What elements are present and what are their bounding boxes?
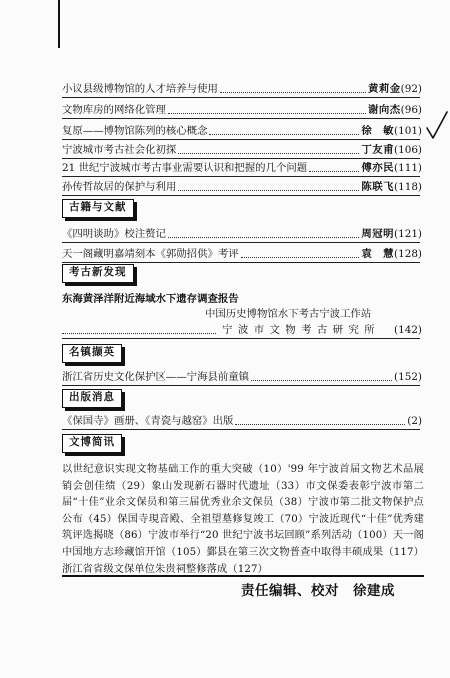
section-heading-ancient-books: 古籍与文献 bbox=[62, 199, 134, 218]
row-rule bbox=[62, 118, 420, 119]
report-title[interactable]: 东海黄泽洋附近海域水下遗存调查报告 bbox=[62, 293, 239, 305]
toc-entry-title: 宁波城市考古社会化初探 bbox=[62, 144, 177, 156]
row-rule bbox=[62, 262, 420, 263]
institution-line-2: 宁波市文物考古研究所 bbox=[222, 324, 381, 336]
toc-entry-title: 21 世纪宁波城市考古事业需要认识和把握的几个问题 bbox=[62, 162, 308, 174]
toc-entry[interactable] bbox=[62, 177, 422, 194]
toc-entry-author: 周冠明 bbox=[361, 228, 395, 240]
toc-entry[interactable] bbox=[62, 79, 422, 96]
dot-leader bbox=[309, 171, 359, 172]
dot-leader bbox=[209, 134, 359, 135]
row-rule bbox=[62, 97, 420, 98]
toc-entry-title: 《保国寺》画册、《青瓷与越窑》出版 bbox=[62, 415, 234, 427]
section-heading-famous-towns: 名镇撷英 bbox=[62, 344, 122, 363]
toc-entry[interactable] bbox=[62, 411, 422, 428]
row-rule bbox=[62, 195, 420, 196]
section-heading-briefs: 文博简讯 bbox=[62, 434, 122, 453]
dot-leader bbox=[235, 424, 405, 425]
toc-entry-page: (2) bbox=[407, 415, 422, 427]
dot-leader bbox=[178, 153, 359, 154]
toc-entry[interactable] bbox=[62, 158, 422, 175]
dot-leader bbox=[62, 333, 216, 334]
institution-line-1: 中国历史博物馆水下考古宁波工作站 bbox=[205, 308, 372, 320]
toc-entry-page: (92) bbox=[400, 83, 422, 95]
toc-entry[interactable] bbox=[62, 100, 422, 117]
toc-entry-author: 丁友甫 bbox=[361, 144, 395, 156]
toc-entry-title: 《四明谈助》校注赘记 bbox=[62, 228, 166, 240]
row-rule bbox=[62, 242, 420, 243]
row-rule bbox=[62, 385, 420, 386]
dot-leader bbox=[220, 92, 366, 93]
toc-entry-title: 复原——博物馆陈列的核心概念 bbox=[62, 125, 208, 137]
toc-entry-author: 徐 敏 bbox=[361, 125, 395, 137]
toc-entry-title: 文物库房的网络化管理 bbox=[62, 104, 166, 116]
toc-entry[interactable] bbox=[62, 244, 422, 261]
toc-entry-title: 浙江省历史文化保护区——宁海县前童镇 bbox=[62, 371, 250, 383]
section-heading-publications: 出版消息 bbox=[62, 389, 122, 408]
footer-rule bbox=[62, 575, 424, 577]
editor-credit: 责任编辑、校对 徐建成 bbox=[241, 583, 395, 599]
section-heading-new-archaeology: 考古新发现 bbox=[62, 264, 134, 283]
row-rule bbox=[62, 338, 420, 339]
toc-entry-author: 傅亦民 bbox=[361, 162, 395, 174]
briefs-paragraph: 以世纪意识实现文物基础工作的重大突破（10）'99 年宁波首届文物艺术品展销会创佳绩（29）象山发现新石器时代遗址（33）市文保委表彰宁波市第二届“十佳”业余文保员和第三届优秀业余文保员（38）宁波市第二批文物保护点公布（45）保国寺現音殿、全祖望墓修复竣工（70）宁波近现代“十佳”优秀建筑评选揭晓（86）宁波市举行“20 世纪宁波书坛回顾”系列活动（100）天一阁中国地方志珍藏馆开馆（105）鄞县在第三次文物普查中取得丰硕成果（117）浙江省省级文保单位朱贵祠整修落成（127） bbox=[62, 464, 424, 575]
dot-leader bbox=[168, 113, 366, 114]
toc-entry-title: 孙传哲故居的保护与利用 bbox=[62, 181, 177, 193]
toc-entry-page: (142) bbox=[394, 324, 422, 336]
toc-entry[interactable] bbox=[62, 121, 422, 138]
toc-entry-page: (128) bbox=[394, 248, 422, 260]
toc-entry-author: 陈联飞 bbox=[361, 181, 395, 193]
row-rule bbox=[62, 429, 420, 430]
toc-entry-author: 黄莉金 bbox=[367, 83, 401, 95]
toc-entry-author: 袁 慧 bbox=[361, 248, 395, 260]
toc-entry-page: (152) bbox=[394, 371, 422, 383]
dot-leader bbox=[241, 257, 360, 258]
toc-entry-page: (96) bbox=[400, 104, 422, 116]
toc-entry-title: 小议县级博物馆的人才培养与使用 bbox=[62, 83, 218, 95]
toc-entry-page: (106) bbox=[394, 144, 422, 156]
toc-entry-page: (101) bbox=[394, 125, 422, 137]
toc-entry bbox=[62, 320, 422, 337]
toc-entry-title: 天一阁藏明嘉靖刻本《郭勋招供》考评 bbox=[62, 248, 239, 260]
toc-entry-page: (111) bbox=[394, 162, 422, 174]
dot-leader bbox=[251, 380, 392, 381]
dot-leader bbox=[168, 237, 359, 238]
toc-entry-page: (118) bbox=[394, 181, 422, 193]
toc-entry-author: 谢向杰 bbox=[367, 104, 401, 116]
dot-leader bbox=[178, 190, 359, 191]
toc-entry[interactable] bbox=[62, 140, 422, 157]
toc-entry[interactable] bbox=[62, 224, 422, 241]
toc-entry[interactable] bbox=[62, 367, 422, 384]
handwritten-check-icon bbox=[425, 108, 450, 148]
toc-entry-page: (121) bbox=[394, 228, 422, 240]
margin-edge-rule bbox=[58, 0, 60, 48]
